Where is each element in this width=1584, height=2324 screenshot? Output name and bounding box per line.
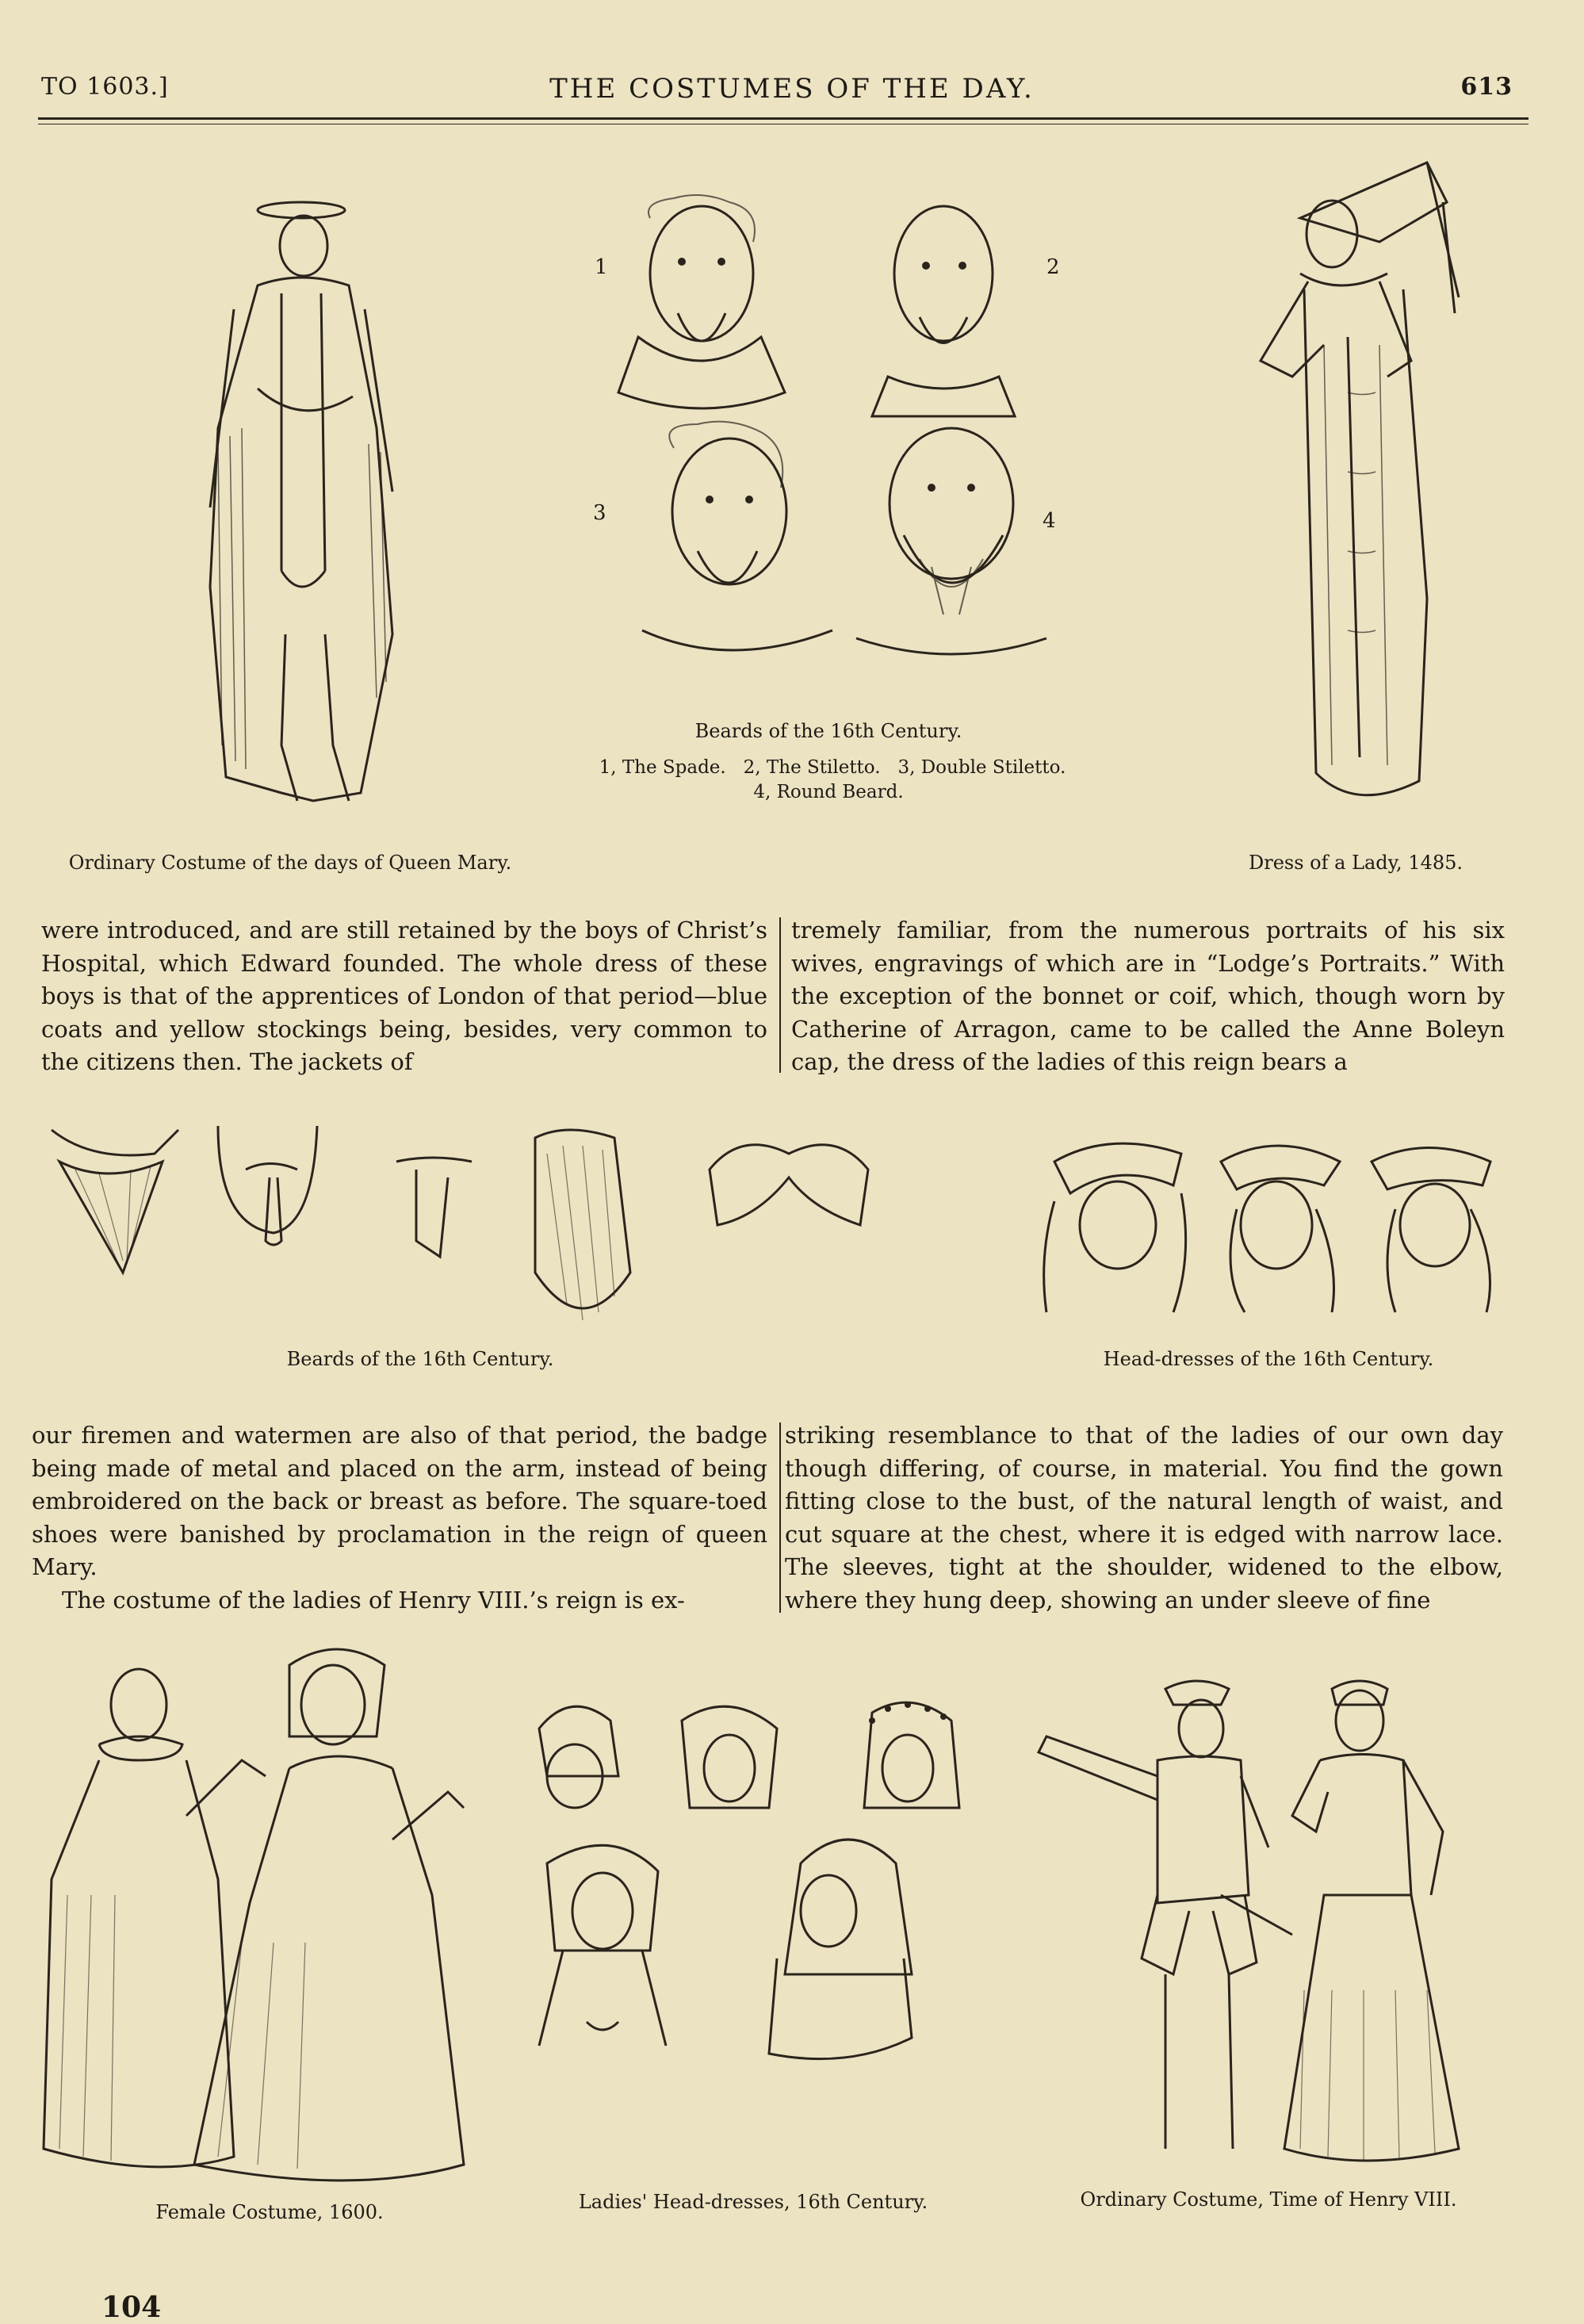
paragraph: striking resemblance to that of the ladies of our own day though differing, of course, in material. You find the gown fitting close to the bust, of the natural length of waist, and cut square at the chest, where it is edged with narrow lace. The sleeves, tight at the shoulder, widened to the elbow, where they hung deep, showing an under sleeve of fine xyxy=(785,1422,1503,1614)
figure-queen-mary-costume xyxy=(163,190,424,825)
caption-beards-top-title: Beards of the 16th Century. xyxy=(694,720,962,742)
paragraph: our firemen and watermen are also of that period, the badge being made of metal and placed on the arm, instead of being embroidered on the back or breast as before. The square-toed shoes were banished by proclamation in the reign of queen Mary. xyxy=(32,1422,767,1580)
paragraph: were introduced, and are still retained by the boys of Christ’s Hospital, which Edward founded. The whole dress of these boys is that of the apprentices of London of that period—blue coats and yellow stockings being, besides, very common to the citizens then. The jackets of xyxy=(41,917,767,1075)
figure-henry-viii-costume xyxy=(1031,1673,1506,2180)
caption-headdresses-mid: Head-dresses of the 16th Century. xyxy=(1103,1348,1434,1370)
caption-beards-top-legend-2: 4, Round Beard. xyxy=(753,782,904,802)
caption-henry-viii: Ordinary Costume, Time of Henry VIII. xyxy=(1080,2188,1457,2211)
paragraph: tremely familiar, from the numerous portraits of his six wives, engravings of which are in “Lodge’s Portraits.” With the exception of the bonnet or coif, which, though worn by Catherine of Arragon, came to be called the Anne Boleyn cap, the dress of the ladies of this reign bears a xyxy=(791,917,1505,1075)
three-capped-heads-illustration xyxy=(1023,1130,1514,1328)
text-column-right-1 xyxy=(791,914,1505,1079)
figure-ladies-headdresses xyxy=(499,1689,991,2180)
beard-number-1: 1 xyxy=(595,255,608,279)
running-head-left: TO 1603.] xyxy=(41,73,169,101)
paragraph: The costume of the ladies of Henry VIII.’s reign is ex- xyxy=(62,1586,685,1614)
five-beard-shapes-illustration xyxy=(44,1114,884,1352)
beard-number-2: 2 xyxy=(1046,255,1060,279)
caption-lady-1485: Dress of a Lady, 1485. xyxy=(1248,852,1463,874)
caption-female-1600: Female Costume, 1600. xyxy=(155,2201,384,2223)
page-number: 613 xyxy=(1460,73,1513,101)
six-headdress-heads-illustration xyxy=(499,1689,991,2180)
man-and-woman-illustration xyxy=(1031,1673,1506,2180)
beard-number-3: 3 xyxy=(593,501,606,525)
column-divider-1 xyxy=(779,917,781,1073)
figure-beard-shapes xyxy=(44,1114,884,1352)
figure-lady-1485 xyxy=(1229,155,1467,837)
beard-number-4: 4 xyxy=(1043,509,1056,533)
two-kneeling-ladies-illustration xyxy=(36,1641,480,2196)
caption-beards-top-legend-1: 1, The Spade. 2, The Stiletto. 3, Double Stiletto. xyxy=(599,757,1066,778)
caption-queen-mary: Ordinary Costume of the days of Queen Mary. xyxy=(68,852,512,874)
lady-in-hennin-illustration xyxy=(1229,155,1467,837)
folio-number: 104 xyxy=(101,2291,162,2324)
figure-beards-four-heads xyxy=(571,186,1086,694)
column-divider-2 xyxy=(779,1422,781,1613)
figure-headdresses-three xyxy=(1023,1130,1514,1328)
four-bearded-heads-illustration xyxy=(571,186,1086,694)
running-head-title: THE COSTUMES OF THE DAY. xyxy=(549,73,1035,105)
text-column-left-2 xyxy=(32,1419,767,1617)
caption-beards-mid: Beards of the 16th Century. xyxy=(286,1348,554,1370)
text-column-right-2 xyxy=(785,1419,1503,1617)
header-rule xyxy=(38,117,1529,120)
text-column-left-1 xyxy=(41,914,767,1079)
caption-ladies-headdresses: Ladies' Head-dresses, 16th Century. xyxy=(578,2191,928,2213)
man-in-gown-illustration xyxy=(163,190,424,825)
figure-female-costume-1600 xyxy=(36,1641,480,2196)
